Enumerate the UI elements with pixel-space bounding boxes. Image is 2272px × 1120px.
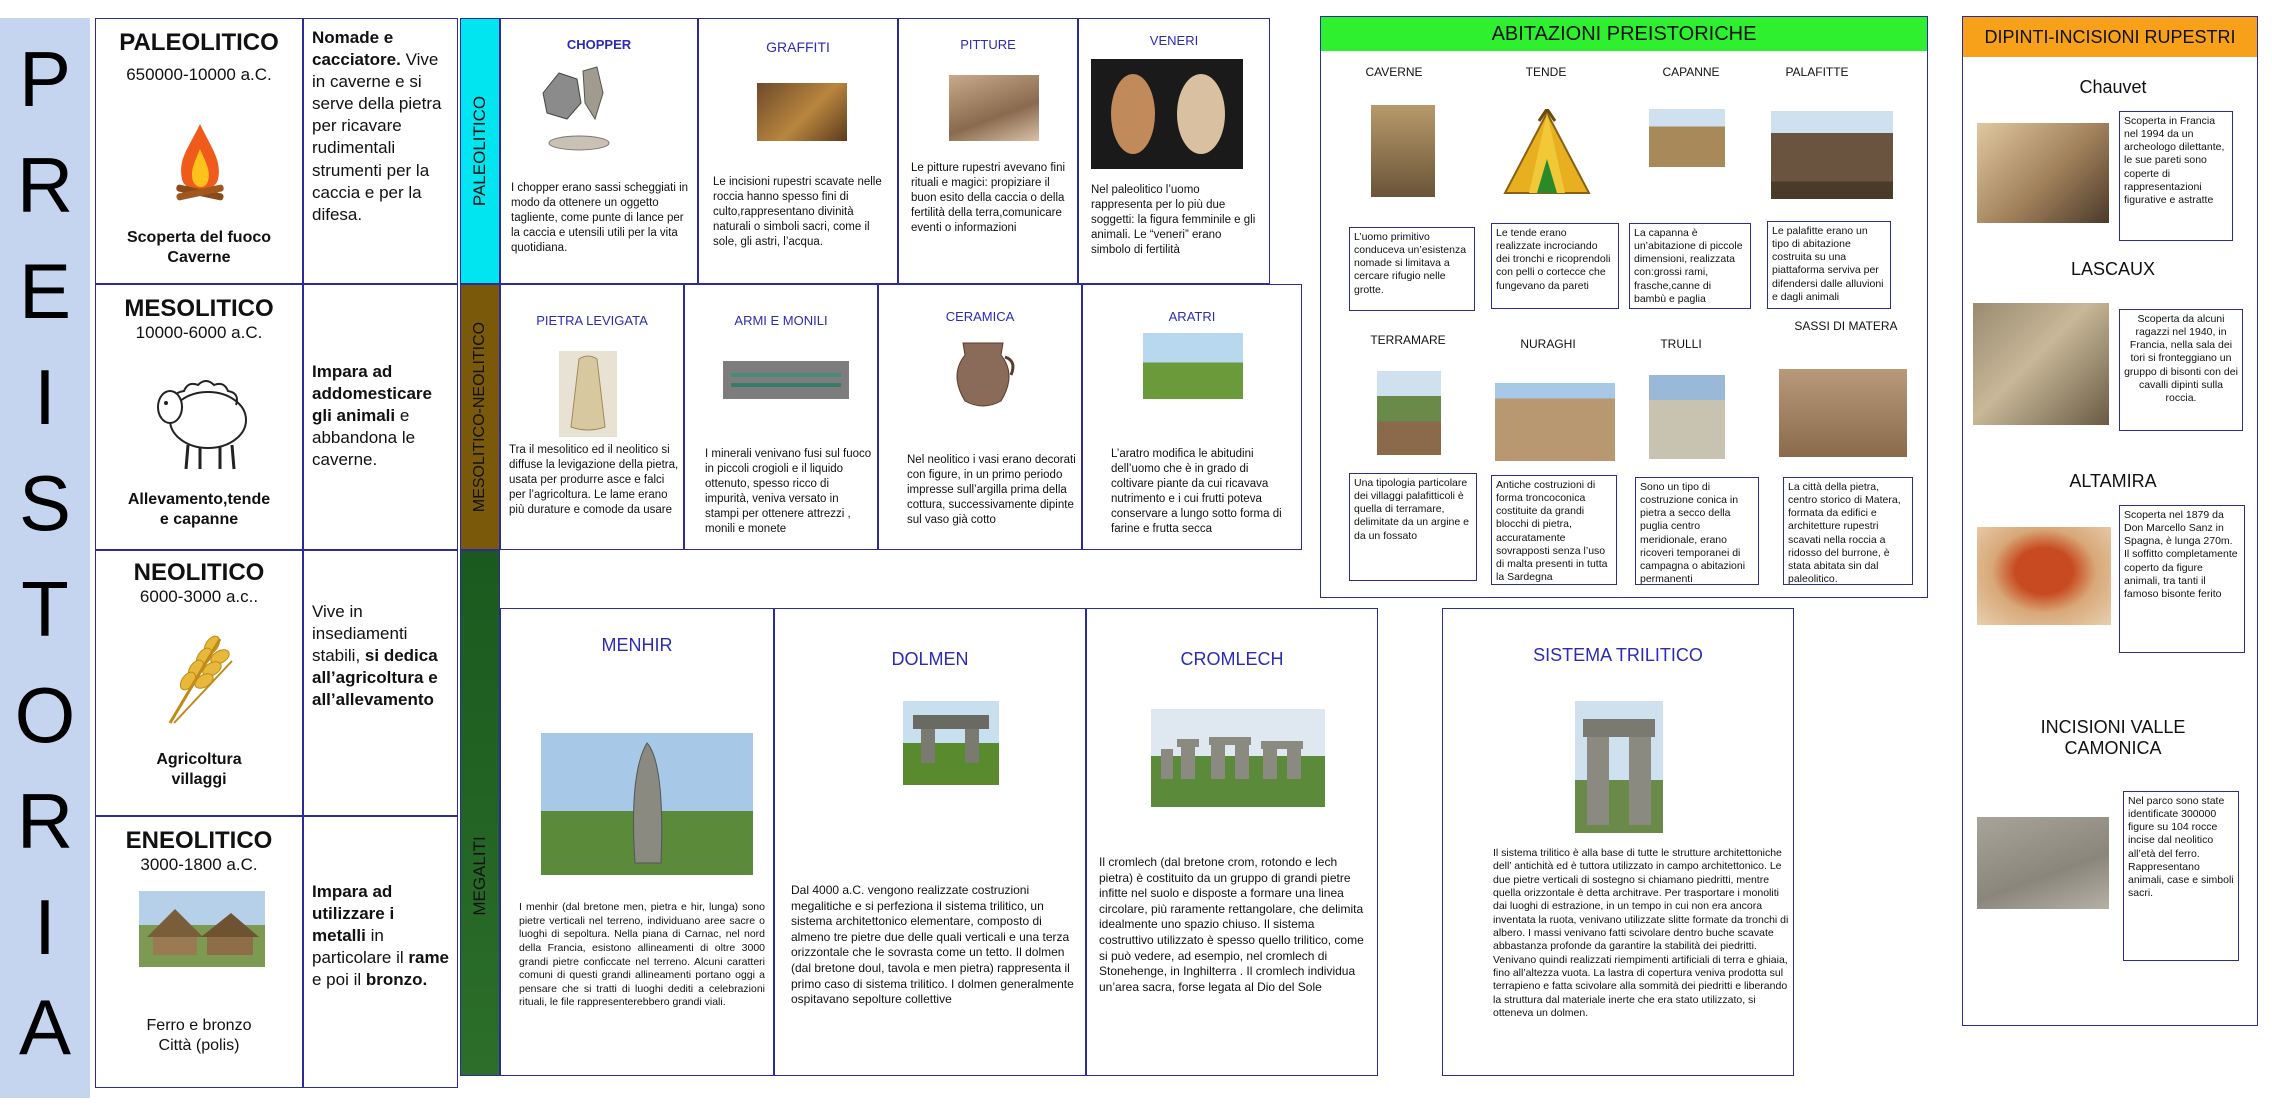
title-letter: R xyxy=(16,141,74,229)
title-letter: A xyxy=(18,983,72,1071)
card-text: Le pitture rupestri avevano fini rituali e magici: propiziare il buon esito della caccia o della fertilità della terra,comunicare eventi o informazioni xyxy=(911,162,1066,234)
desc-paleolitico xyxy=(303,18,458,284)
period-caption: Scoperta del fuoco xyxy=(126,229,272,246)
desc-bold: Impara ad addomesticare gli animali xyxy=(312,362,432,426)
abitazione-desc: Le tende erano realizzate incrociando dei tronchi e ricoprendoli con pelli o cortecce che fungevano da pareti xyxy=(1491,223,1619,309)
abitazione-label: TERRAMARE xyxy=(1370,333,1446,347)
graffiti-image xyxy=(757,83,847,141)
card-dolmen xyxy=(774,608,1086,1076)
card-title: PITTURE xyxy=(960,37,1016,52)
desc-bold: bronzo. xyxy=(365,970,428,990)
dipinto-label: Chauvet xyxy=(2079,77,2147,97)
bar-mesolitico-neolitico xyxy=(460,284,500,550)
abitazioni-header: ABITAZIONI PREISTORICHE xyxy=(1321,17,1927,51)
title-letter: O xyxy=(14,671,76,759)
abitazione-desc: Le palafitte erano un tipo di abitazione costruita su una piattaforma serviva per difendersi dalle alluvioni e dagli animali xyxy=(1767,221,1891,309)
card-text: Nel paleolitico l’uomo rappresenta per lo più due soggetti: la figura femminile e gli animali. Le “veneri” erano simbolo di fertilità xyxy=(1091,184,1256,256)
abitazione-label: CAVERNE xyxy=(1365,65,1423,79)
card-title: ARMI E MONILI xyxy=(734,313,828,328)
dipinto-label: INCISIONI VALLE CAMONICA xyxy=(2040,717,2186,758)
dipinto-label: LASCAUX xyxy=(2070,259,2156,279)
armi-image xyxy=(723,361,849,399)
period-date: 10000-6000 a.C. xyxy=(135,323,263,342)
trilitico-image xyxy=(1575,701,1663,833)
title-letter: I xyxy=(34,883,56,971)
card-graffiti xyxy=(698,18,898,284)
period-caption: villaggi xyxy=(171,771,227,788)
period-mesolitico xyxy=(95,284,303,550)
title-letter: I xyxy=(34,353,56,441)
abitazione-desc: Una tipologia particolare dei villaggi palafitticoli è quella di terramare, delimitate da un argine e da un fossato xyxy=(1349,473,1477,581)
pitture-image xyxy=(949,75,1039,141)
period-caption: Ferro e bronzo xyxy=(146,1017,252,1034)
title-letter: P xyxy=(18,35,72,123)
dipinti-header: DIPINTI-INCISIONI RUPESTRI xyxy=(1963,17,2257,57)
dipinto-desc: Nel parco sono state identificate 300000 figure su 104 rocce incise dal neolitico all’età del ferro. Rappresentano animali, case e simboli sacri. xyxy=(2123,791,2239,961)
veneri-image xyxy=(1091,59,1243,169)
card-veneri xyxy=(1078,18,1270,284)
abitazione-label: PALAFITTE xyxy=(1785,65,1849,79)
abitazione-label: NURAGHI xyxy=(1520,337,1576,351)
card-text: Il cromlech (dal bretone crom, rotondo e lech pietra) è costituito da un gruppo di grandi pietre infitte nel suolo e disposte a formare una linea circolare, più raramente rettangolare, che delimita idealmente uno spazio chiuso. Il sistema costruttivo utilizzato è spesso quello trilitico, come si può vedere, ad esempio, nel cromlech di Stonehenge, in Inghilterra . Il cromlech individua un’area sacra, forse legata al Dio del Sole xyxy=(1099,855,1364,994)
sheep-icon xyxy=(148,365,252,475)
card-title: CHOPPER xyxy=(566,37,632,52)
dipinti-panel xyxy=(1962,16,2258,1026)
card-chopper xyxy=(500,18,698,284)
abitazione-label: SASSI DI MATERA xyxy=(1794,319,1898,333)
card-text: Dal 4000 a.C. vengono realizzate costruzioni megalitiche e si perfeziona il sistema trilitico, un sistema architettonico elementare, composto di almeno tre pietre due delle quali verticali e una terza orizzontale che le sovrasta come un tetto. Il dolmen (dal bretone doul, tavola e men pietra) rappresenta il primo caso di sistema trilitico. I dolmen generalmente ospitavano sepolture collettive xyxy=(791,883,1074,1007)
abitazione-desc: Antiche costruzioni di forma troncoconica costituite da grandi blocchi di pietra, accuratamente sovrapposti senza l’uso di malta presenti in tutta la Sardegna xyxy=(1491,475,1617,585)
card-text: Nel neolitico i vasi erano decorati con figure, in un primo periodo impresse sull’argilla prima della cottura, successivamente dipinte sul vaso già cotto xyxy=(907,454,1076,526)
card-text: Tra il mesolitico ed il neolitico si diffuse la levigazione della pietra, usata per produrre asce e falci per l’agricoltura. Le lame erano più durature e comode da usare xyxy=(509,444,679,516)
title-letter: E xyxy=(18,247,72,335)
period-name: ENEOLITICO xyxy=(125,827,273,854)
period-name: PALEOLITICO xyxy=(119,29,279,56)
card-title: GRAFFITI xyxy=(766,39,830,55)
wheat-icon xyxy=(154,631,246,731)
desc-bold: si dedica all’agricoltura e all’allevamento xyxy=(312,646,438,710)
chopper-image xyxy=(537,63,623,155)
bar-label: MEGALITI xyxy=(470,836,489,916)
period-date: 650000-10000 a.C. xyxy=(126,65,272,84)
period-date: 3000-1800 a.C. xyxy=(140,855,258,874)
card-aratri xyxy=(1082,284,1302,550)
desc-text: in particolare il xyxy=(312,926,409,968)
trulli-image xyxy=(1649,375,1725,459)
card-cromlech xyxy=(1086,608,1378,1076)
period-paleolitico xyxy=(95,18,303,284)
altamira-image xyxy=(1977,527,2111,625)
card-text: Le incisioni rupestri scavate nelle roccia hanno spesso fini di culto,rappresentano divinità naturali o simboli sacri, come il sole, gli astri, l’acqua. xyxy=(713,176,882,248)
card-title: PIETRA LEVIGATA xyxy=(536,313,648,328)
dipinto-label: ALTAMIRA xyxy=(2069,471,2157,491)
bar-megaliti xyxy=(460,550,500,1076)
tenda-icon xyxy=(1499,109,1595,197)
period-caption: Città (polis) xyxy=(158,1037,240,1054)
desc-eneolitico xyxy=(303,816,458,1088)
period-eneolitico xyxy=(95,816,303,1088)
cromlech-image xyxy=(1151,709,1325,807)
desc-text: Vive in insediamenti stabili, xyxy=(312,602,408,666)
bar-paleolitico xyxy=(460,18,500,284)
card-pietra-levigata xyxy=(500,284,684,550)
bar-label: MESOLITICO-NEOLITICO xyxy=(471,321,488,513)
desc-mesolitico xyxy=(303,284,458,550)
period-caption: Allevamento,tende xyxy=(127,491,271,508)
title-letter: S xyxy=(18,459,72,547)
chauvet-image xyxy=(1977,123,2109,223)
period-name: NEOLITICO xyxy=(133,559,265,586)
period-name: MESOLITICO xyxy=(124,295,274,322)
card-sistema-trilitico xyxy=(1442,608,1794,1076)
bar-label: PALEOLITICO xyxy=(470,95,489,207)
caverne-image xyxy=(1371,105,1435,197)
card-pitture xyxy=(898,18,1078,284)
capanna-image xyxy=(1649,109,1725,167)
dipinto-desc: Scoperta in Francia nel 1994 da un archeologo dilettante, le sue pareti sono coperte di rappresentazioni figurative e astratte xyxy=(2119,111,2233,241)
sassi-matera-image xyxy=(1779,369,1907,457)
title-letter: R xyxy=(16,777,74,865)
card-title: CROMLECH xyxy=(1180,649,1284,669)
period-caption: Agricoltura xyxy=(156,751,242,768)
abitazione-desc: Sono un tipo di costruzione conica in pietra a secco della puglia centro meridionale, erano ricoveri temporanei di campagna o abitazioni permanenti xyxy=(1635,477,1759,585)
title-letter: T xyxy=(21,565,69,653)
abitazione-desc: La città della pietra, centro storico di Matera, formata da edifici e architetture rupestri scavati nella roccia a ridosso del burrone, è stata abitata sin dal paleolitico. xyxy=(1783,477,1913,585)
card-text: I menhir (dal bretone men, pietra e hir, lunga) sono pietre verticali nel terreno, individuano aree sacre o luoghi di sepoltura. Nella piana di Carnac, nel nord della Francia, esistono allineamenti di oltre 3000 grandi pietre conficcate nel terreno. Alcuni caratteri comuni di questi grandi allineamenti portano oggi a pensare che si tratti di luoghi dediti a celebrazioni rituali, le file rappresenterebbero grandi viali. xyxy=(519,901,765,1009)
card-text: I minerali venivano fusi sul fuoco in piccoli crogioli e il liquido ottenuto, spesso ricco di impurità, veniva versato in stampi per ottenere attrezzi , monili e monete xyxy=(705,448,872,535)
card-title: ARATRI xyxy=(1168,309,1216,324)
palafitte-image xyxy=(1771,111,1893,199)
card-text: I chopper erano sassi scheggiati in modo da ottenere un oggetto tagliente, come punte di lance per la caccia e utensili utili per la vita quotidiana. xyxy=(511,182,689,254)
preistoria-title xyxy=(0,18,90,1098)
menhir-image xyxy=(541,733,753,875)
dolmen-image xyxy=(903,701,999,785)
card-ceramica xyxy=(878,284,1082,550)
terramare-image xyxy=(1377,371,1441,455)
card-text: L’aratro modifica le abitudini dell’uomo che è in grado di coltivare piante da cui ricavava nutrimento e i cui frutti poteva conservare a lungo sotto forma di farine e frutta secca xyxy=(1111,448,1282,535)
dipinto-desc: Scoperta nel 1879 da Don Marcello Sanz in Spagna, è lunga 270m. Il soffitto completamente coperto da figure animali, tra tanti il famoso bisonte ferito xyxy=(2119,505,2245,653)
nuraghe-image xyxy=(1495,383,1615,461)
abitazione-label: TRULLI xyxy=(1660,337,1702,351)
period-date: 6000-3000 a.c.. xyxy=(139,587,259,606)
desc-bold: Impara ad utilizzare i metalli xyxy=(312,882,395,946)
desc-neolitico xyxy=(303,550,458,816)
card-title: SISTEMA TRILITICO xyxy=(1533,645,1703,665)
period-neolitico xyxy=(95,550,303,816)
card-text: Il sistema trilitico è alla base di tutte le strutture architettoniche dell’ antichità ed è tuttora utilizzato in campo architettonico. Le due pietre verticali di sostegno si chiamano piedritti, mentre quella orizzontale è detta architrave. Per trasportare i monoliti dai luoghi di estrazione, in un tempo in cui non era ancora inventata la ruota, venivano utilizzate slitte formate da tronchi di albero. I massi venivano fatti scivolare dentro buche scavate abbastanza profonde da garantire la stabilità dei piedritti. Venivano quindi realizzati riempimenti artificiali di terra e ghiaia, fino all’altezza vuota. La lastra di copertura veniva prodotta sul terrapieno e fatta scivolare alla sommità dei piedritti e liberando la struttura dal materiale inerte che era stato utilizzato, si otteneva un dolmen. xyxy=(1493,847,1789,1019)
card-menhir xyxy=(500,608,774,1076)
card-title: CERAMICA xyxy=(945,309,1015,324)
abitazione-label: CAPANNE xyxy=(1662,65,1720,79)
abitazione-desc: La capanna è un’abitazione di piccole dimensioni, realizzata con:grossi rami, frasche,canne di bambù e paglia xyxy=(1629,223,1751,309)
desc-text: Vive in caverne e si serve della pietra per ricavare rudimentali strumenti per la caccia e per la difesa. xyxy=(312,50,442,224)
dipinto-desc: Scoperta da alcuni ragazzi nel 1940, in Francia, nella sala dei tori si fronteggiano un gruppo di bisonti con dei cavalli dipinti sulla roccia. xyxy=(2119,309,2243,431)
pietra-image xyxy=(559,351,617,437)
desc-text: e abbandona le caverne. xyxy=(312,406,416,470)
desc-bold: rame xyxy=(408,948,450,968)
village-image xyxy=(139,891,265,967)
period-caption: Caverne xyxy=(167,249,231,266)
ceramica-image xyxy=(945,335,1021,413)
lascaux-image xyxy=(1973,303,2109,425)
abitazioni-panel xyxy=(1320,16,1928,598)
abitazione-desc: L’uomo primitivo conduceva un’esistenza nomade si limitava a cercare rifugio nelle grotte. xyxy=(1349,227,1475,311)
desc-text: e poi il xyxy=(312,970,366,990)
abitazione-label: TENDE xyxy=(1525,65,1567,79)
desc-bold: Nomade e cacciatore. xyxy=(312,28,401,70)
aratri-image xyxy=(1143,333,1243,399)
card-title: VENERI xyxy=(1149,33,1199,48)
card-title: MENHIR xyxy=(601,635,673,655)
card-title: DOLMEN xyxy=(891,649,969,669)
fire-icon xyxy=(168,119,232,209)
period-caption: e capanne xyxy=(159,511,239,528)
card-armi-monili xyxy=(684,284,878,550)
valle-camonica-image xyxy=(1977,817,2109,909)
